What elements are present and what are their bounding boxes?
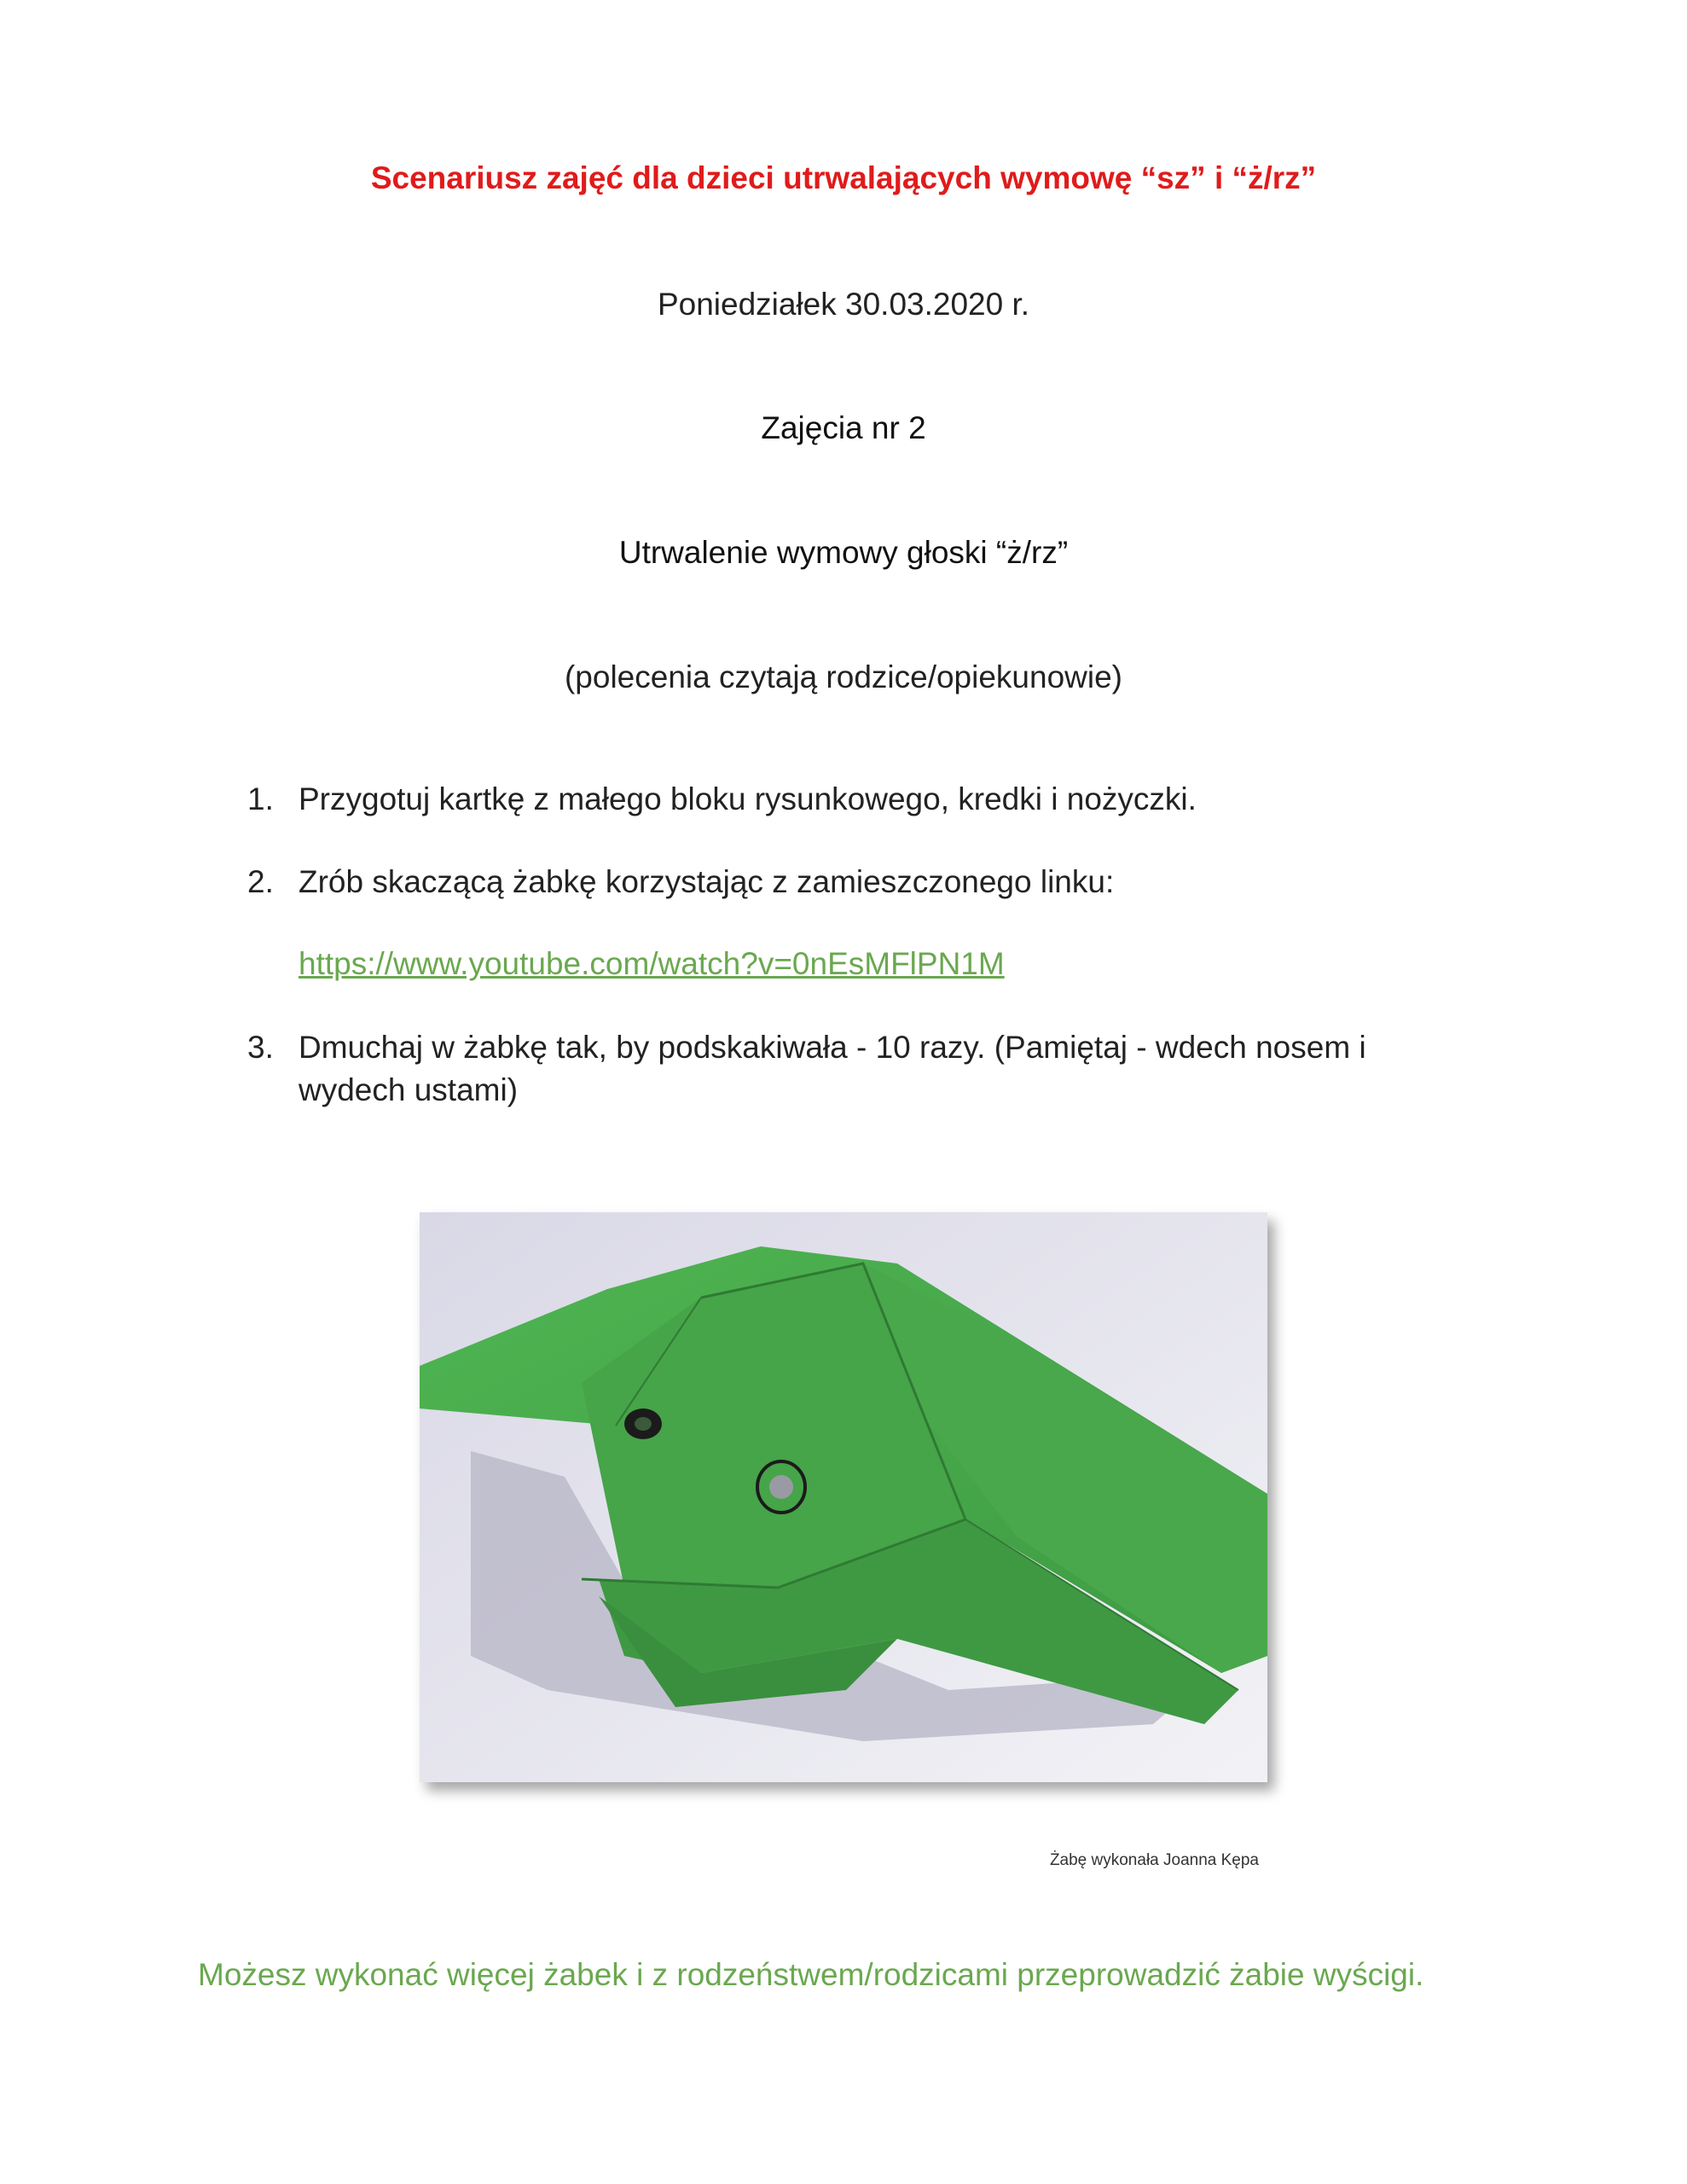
lesson-number: Zajęcia nr 2 [761,410,926,445]
instruction-number: 2. [247,864,274,899]
origami-frog-photo [420,1212,1267,1782]
instruction-number: 1. [247,781,274,816]
date-line: Poniedziałek 30.03.2020 r. [657,287,1030,322]
instruction-number: 3. [247,1030,274,1065]
youtube-link[interactable]: https://www.youtube.com/watch?v=0nEsMFlPN1M [299,946,1005,981]
frog-illustration [420,1212,1267,1782]
instruction-text: Dmuchaj w żabkę tak, by podskakiwała - 10 razy. (Pamiętaj - wdech nosem i wydech ustami) [299,1030,1366,1107]
photo-caption: Żabę wykonała Joanna Kępa [1049,1851,1259,1869]
document-title: Scenariusz zajęć dla dzieci utrwalających wymowę “sz” i “ż/rz” [370,160,1317,195]
lesson-topic: Utrwalenie wymowy głoski “ż/rz” [618,535,1069,570]
reader-note: (polecenia czytają rodzice/opiekunowie) [564,659,1123,694]
instruction-text: Zrób skaczącą żabkę korzystając z zamieszczonego linku: [299,864,1115,899]
instruction-text: Przygotuj kartkę z małego bloku rysunkowego, kredki i nożyczki. [299,781,1197,816]
frog-eye-left [624,1409,662,1439]
closing-note: Możesz wykonać więcej żabek i z rodzeństwem/rodzicami przeprowadzić żabie wyścigi. [198,1957,1424,1992]
